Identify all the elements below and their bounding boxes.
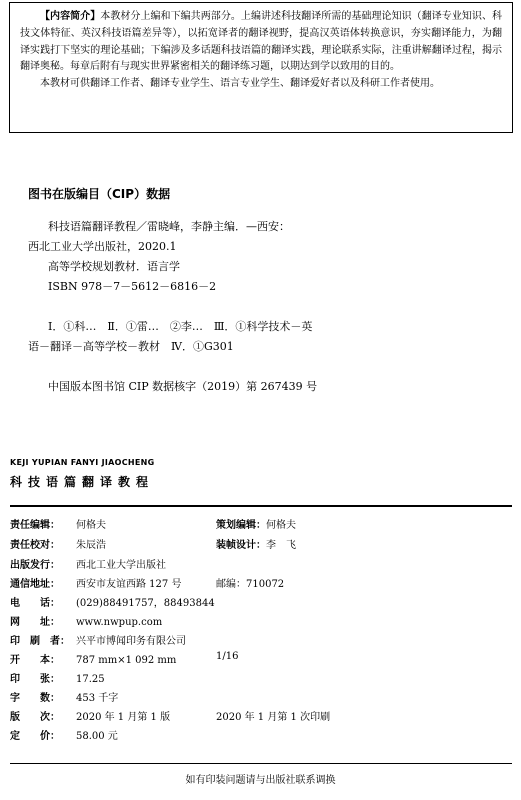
cip-line-publisher: 西北工业大学出版社，2020.1 [28,240,177,253]
footer-note: 如有印装问题请与出版社联系调换 [185,775,336,786]
cip-line-classification-2: 语－翻译－高等学校－教材 Ⅳ．①G301 [28,340,234,353]
content-summary-box [9,2,513,133]
info-row-proofreader [10,536,106,551]
info-row-website [10,613,162,628]
edition-value: 2020 年 1 月第 1 版 [76,712,171,723]
info-row-words [10,689,118,704]
info-planner [216,516,296,531]
phone-value: (029)88491757，88493844 [76,598,215,609]
editor-label: 责任编辑： [10,520,60,531]
info-row-address [10,575,181,590]
postcode-label: 邮编： [216,579,246,590]
divider-top [10,505,512,507]
info-row-edition [10,708,170,723]
book-title-chinese: 科技语篇翻译教程 [10,475,155,489]
info-row-printer [10,632,186,647]
price-label: 定 价： [10,731,60,742]
publisher-value: 西北工业大学出版社 [76,560,166,571]
info-designer [216,536,296,551]
info-row-price [10,727,118,742]
edition-label: 版 次： [10,712,60,723]
web-label: 网 址： [10,617,60,628]
summary-label: 【内容简介】 [40,11,101,22]
planner-value: 何格夫 [266,520,296,531]
design-label: 装帧设计： [216,540,266,551]
cip-title: 图书在版编目（CIP）数据 [28,187,171,201]
info-postcode [216,575,284,590]
sheets-value: 17.25 [76,674,105,685]
editor-value: 何格夫 [76,520,106,531]
format-label: 开 本： [10,655,60,666]
address-value: 西安市友谊西路 127 号 [76,579,182,590]
format-value: 787 mm×1 092 mm [76,655,177,666]
web-value: www.nwpup.com [76,617,163,628]
printer-value: 兴平市博闻印务有限公司 [76,636,186,647]
cip-line-classification-1: Ⅰ．①科… Ⅱ．①雷… ②李… Ⅲ．①科学技术－英 [48,320,313,333]
design-value: 李 飞 [266,540,296,551]
phone-label: 电 话： [10,598,60,609]
sheets-label: 印 张： [10,674,60,685]
planner-label: 策划编辑： [216,520,266,531]
info-printing [216,708,330,723]
words-label: 字 数： [10,693,60,704]
words-value: 453 千字 [76,693,119,704]
proof-label: 责任校对： [10,540,60,551]
info-format-fraction [216,651,238,662]
address-label: 通信地址： [10,579,60,590]
publisher-label: 出版发行： [10,560,60,571]
summary-paragraph-2: 本教材可供翻译工作者、翻译专业学生、语言专业学生、翻译爱好者以及科研工作者使用。 [40,78,440,90]
summary-text-1: 本教材分上编和下编共两部分。上编讲述科技翻译所需的基础理论知识（翻译专业知识、科技文体特征、英汉科技语篇差异等），以拓宽译者的翻译视野，提高汉英语体转换意识，夯实翻译能力，为翻译实践打下坚实的理论基础；下编涉及多话题科技语篇的翻译实践，理论联系实际，注重讲解翻译过程，揭示翻译奥秘。每章后附有与现实世界紧密相关的翻译练习题，以期达到学以致用的目的。 [20,11,503,73]
info-row-phone [10,594,215,609]
divider-bottom [10,763,512,764]
book-title-pinyin: KEJI YUPIAN FANYI JIAOCHENG [10,458,155,467]
summary-paragraph-1 [20,9,502,76]
printer-label: 印 刷 者： [10,636,70,647]
cip-line-title-author: 科技语篇翻译教程／雷晓峰，李静主编．—西安： [48,220,290,233]
format-fraction-value: 1/16 [216,651,239,662]
proof-value: 朱辰浩 [76,540,106,551]
price-value: 58.00 元 [76,731,118,742]
cip-line-series: 高等学校规划教材．语言学 [48,260,180,273]
cip-line-approval-number: 中国版本图书馆 CIP 数据核字（2019）第 267439 号 [48,380,318,393]
info-row-sheets [10,670,105,685]
info-row-format [10,651,176,666]
info-row-publisher [10,556,166,571]
printing-value: 2020 年 1 月第 1 次印刷 [216,712,331,723]
cip-line-isbn: ISBN 978－7－5612－6816－2 [48,280,217,293]
postcode-value: 710072 [246,579,285,590]
info-row-editor [10,516,106,531]
